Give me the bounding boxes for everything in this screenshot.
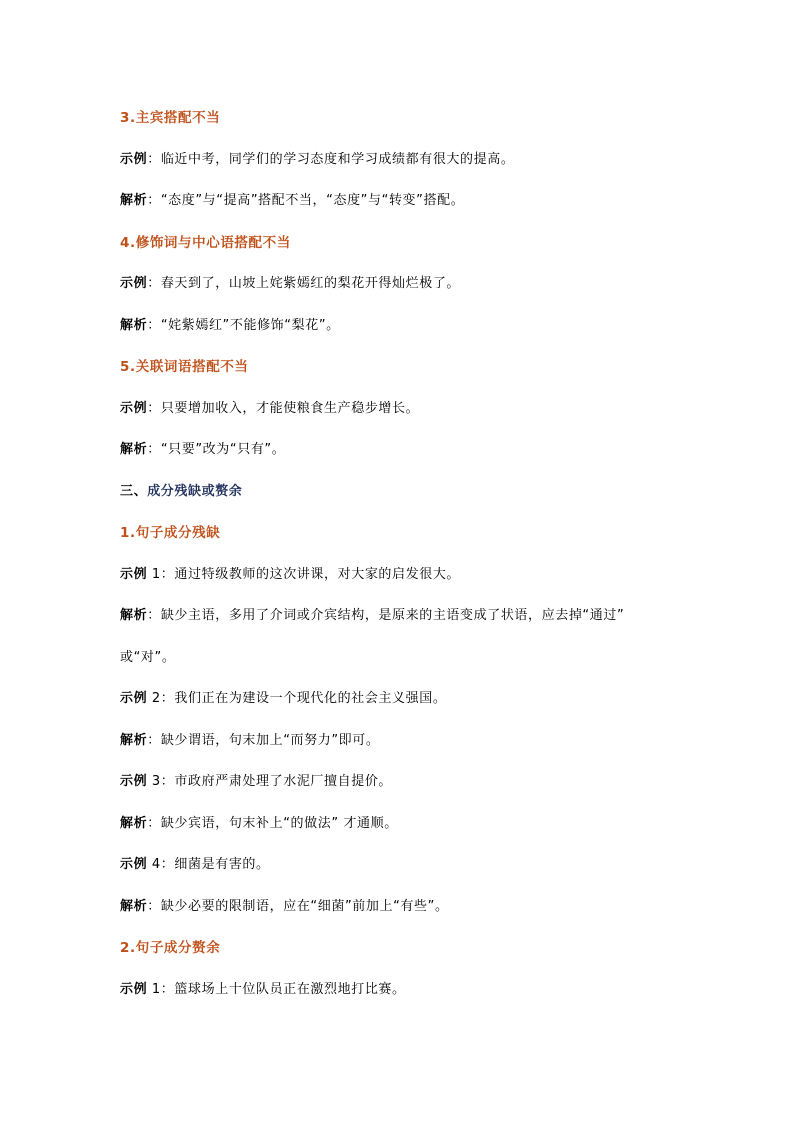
heading-conjunction-mismatch: 5.关联词语搭配不当 [120, 359, 249, 375]
analysis-line: 解析：缺少主语，多用了介词或介宾结构，是原来的主语变成了状语，应去掉“通过” [120, 608, 625, 623]
heading-subject-object-mismatch: 3.主宾搭配不当 [120, 110, 221, 126]
analysis-line: 解析：缺少必要的限制语，应在“细菌”前加上“有些”。 [120, 898, 449, 914]
example-line: 示例：临近中考，同学们的学习态度和学习成绩都有很大的提高。 [120, 151, 515, 167]
analysis-line: 解析：“姹紫嫣红”不能修饰“梨花”。 [120, 317, 340, 333]
heading-redundant-components: 2.句子成分赘余 [120, 940, 221, 956]
example-line: 示例 1：通过特级教师的这次讲课，对大家的启发很大。 [120, 566, 461, 582]
example-line: 示例：春天到了，山坡上姹紫嫣红的梨花开得灿烂极了。 [120, 276, 461, 291]
analysis-line: 解析：缺少宾语，句末补上“的做法” 才通顺。 [120, 815, 398, 831]
document-body [120, 108, 720, 1021]
analysis-line: 解析：“只要”改为“只有”。 [120, 442, 286, 457]
example-line: 示例 4：细菌是有害的。 [120, 857, 270, 872]
example-line: 示例：只要增加收入，才能使粮食生产稳步增长。 [120, 400, 420, 416]
heading-missing-components: 1.句子成分残缺 [120, 525, 221, 541]
continuation-line: 或“对”。 [120, 649, 176, 665]
analysis-line: 解析：“态度”与“提高”搭配不当，“态度”与“转变”搭配。 [120, 193, 465, 208]
example-line: 示例 2：我们正在为建设一个现代化的社会主义强国。 [120, 691, 447, 706]
example-line: 示例 3：市政府严肃处理了水泥厂擅自提价。 [120, 774, 393, 789]
example-line: 示例 1：篮球场上十位队员正在激烈地打比赛。 [120, 981, 406, 997]
analysis-line: 解析：缺少谓语，句末加上“而努力”即可。 [120, 732, 380, 748]
heading-modifier-mismatch: 4.修饰词与中心语搭配不当 [120, 234, 291, 251]
section-heading: 三、成分残缺或赘余 [120, 483, 243, 499]
